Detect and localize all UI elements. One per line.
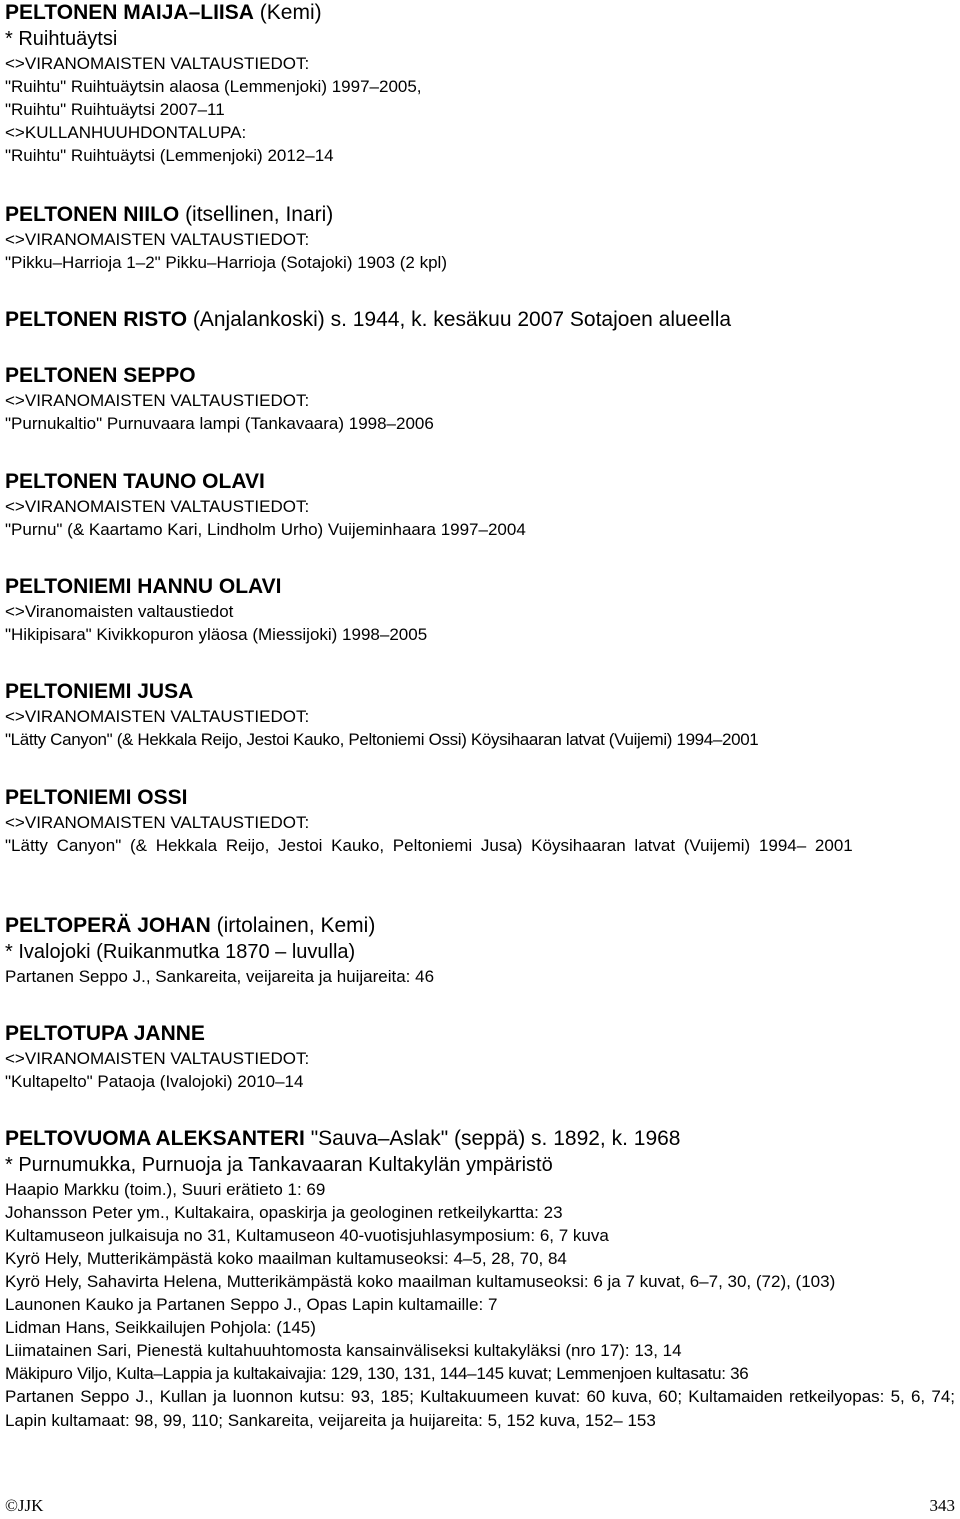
entry-name: PELTOPERÄ JOHAN	[5, 914, 211, 937]
reference-line: Lidman Hans, Seikkailujen Pohjola: (145)	[5, 1318, 316, 1337]
reference-line: Partanen Seppo J., Kullan ja luonnon kutsu: 93, 185; Kultakuumeen kuvat: 60 kuva, 60; Kultamaiden retkeilyopas: 5, 6, 74; Lapin kultamaat: 98, 99, 110; Sankareita, veijareita ja huijareita: 5, 152 kuva, 152– 153	[5, 1387, 955, 1430]
entry-name: PELTONEN RISTO	[5, 308, 188, 331]
entry-peltonen-niilo	[5, 202, 447, 274]
claim-line: "Purnukaltio" Purnuvaara lampi (Tankavaara) 1998–2006	[5, 414, 434, 433]
location-line: * Ruihtuäytsi	[5, 28, 118, 50]
entry-name: PELTOVUOMA ALEKSANTERI	[5, 1127, 305, 1150]
reference-line: Launonen Kauko ja Partanen Seppo J., Opas Lapin kultamaille: 7	[5, 1295, 498, 1314]
reference-line: Kyrö Hely, Mutterikämpästä koko maailman kultamuseoksi: 4–5, 28, 70, 84	[5, 1249, 567, 1268]
reference-line: Liimatainen Sari, Pienestä kultahuuhtomosta kansainväliseksi kultakyläksi (nro 17): 13, 14	[5, 1341, 682, 1360]
reference-line: Johansson Peter ym., Kultakaira, opaskirja ja geologinen retkeilykartta: 23	[5, 1203, 563, 1222]
entry-heading	[5, 679, 758, 705]
entry-peltonen-tauno-olavi	[5, 469, 526, 541]
entry-heading	[5, 363, 434, 389]
claim-line: "Pikku–Harrioja 1–2" Pikku–Harrioja (Sotajoki) 1903 (2 kpl)	[5, 253, 447, 272]
section-label: <>VIRANOMAISTEN VALTAUSTIEDOT:	[5, 707, 310, 726]
reference-line: Kultamuseon julkaisuja no 31, Kultamuseon 40-vuotisjuhlasymposium: 6, 7 kuva	[5, 1226, 609, 1245]
location-line: * Ivalojoki (Ruikanmutka 1870 – luvulla)	[5, 941, 356, 963]
reference-line: Kyrö Hely, Sahavirta Helena, Mutterikämpästä koko maailman kultamuseoksi: 6 ja 7 kuvat, 6–7, 30, (72), (103)	[5, 1272, 836, 1291]
entry-peltotupa-janne	[5, 1021, 309, 1093]
page-number: 343	[929, 1496, 955, 1515]
entry-peltonen-maija-liisa	[5, 0, 422, 167]
entry-name: PELTONIEMI OSSI	[5, 786, 188, 809]
reference-line: Partanen Seppo J., Sankareita, veijareita ja huijareita: 46	[5, 967, 435, 986]
entry-name: PELTONEN NIILO	[5, 203, 180, 226]
entry-name-suffix: (irtolainen, Kemi)	[210, 914, 376, 937]
entry-peltonen-risto	[5, 307, 731, 333]
claim-line: "Lätty Canyon" (& Hekkala Reijo, Jestoi Kauko, Peltoniemi Jusa) Köysihaaran latvat (Vuijemi) 1994– 2001	[5, 836, 853, 855]
claim-line: "Kultapelto" Pataoja (Ivalojoki) 2010–14	[5, 1072, 304, 1091]
entry-name: PELTONIEMI HANNU OLAVI	[5, 575, 282, 598]
section-label: <>VIRANOMAISTEN VALTAUSTIEDOT:	[5, 391, 310, 410]
page-footer	[5, 1496, 955, 1518]
entry-heading	[5, 202, 447, 228]
reference-line: Mäkipuro Viljo, Kulta–Lappia ja kultakaivajia: 129, 130, 131, 144–145 kuvat; Lemmenjoen kultasatu: 36	[5, 1364, 749, 1383]
entry-heading	[5, 1021, 309, 1047]
entry-peltonen-seppo	[5, 363, 434, 435]
section-label: <>VIRANOMAISTEN VALTAUSTIEDOT:	[5, 1049, 310, 1068]
claim-line: "Hikipisara" Kivikkopuron yläosa (Miessijoki) 1998–2005	[5, 625, 428, 644]
section-label: <>VIRANOMAISTEN VALTAUSTIEDOT:	[5, 813, 310, 832]
entry-peltoniemi-hannu-olavi	[5, 574, 427, 646]
claim-line: "Ruihtu" Ruihtuäytsi (Lemmenjoki) 2012–14	[5, 146, 334, 165]
entry-name-suffix: (Anjalankoski) s. 1944, k. kesäkuu 2007 Sotajoen alueella	[187, 308, 732, 331]
entry-name-suffix: (itsellinen, Inari)	[179, 203, 334, 226]
entry-name: PELTONEN SEPPO	[5, 364, 196, 387]
section-label: <>Viranomaisten valtaustiedot	[5, 602, 234, 621]
reference-line: Haapio Markku (toim.), Suuri erätieto 1: 69	[5, 1180, 326, 1199]
entry-name: PELTONEN TAUNO OLAVI	[5, 470, 265, 493]
claim-line: "Ruihtu" Ruihtuäytsi 2007–11	[5, 100, 225, 119]
entry-name: PELTONEN MAIJA–LIISA	[5, 1, 254, 24]
entry-peltoniemi-ossi	[5, 785, 955, 857]
claim-line: "Ruihtu" Ruihtuäytsin alaosa (Lemmenjoki) 1997–2005,	[5, 77, 422, 96]
entry-peltovuoma-aleksanteri	[5, 1126, 955, 1432]
entry-name-suffix: (Kemi)	[253, 1, 322, 24]
entry-heading	[5, 785, 955, 811]
claim-line: "Lätty Canyon" (& Hekkala Reijo, Jestoi Kauko, Peltoniemi Ossi) Köysihaaran latvat (Vuijemi) 1994–2001	[5, 730, 759, 749]
section-label: <>VIRANOMAISTEN VALTAUSTIEDOT:	[5, 497, 310, 516]
entry-heading	[5, 469, 526, 495]
entry-heading	[5, 0, 422, 26]
entry-name: PELTOTUPA JANNE	[5, 1022, 205, 1045]
copyright-text: ©JJK	[5, 1496, 44, 1515]
entry-heading	[5, 913, 434, 939]
entry-peltopera-johan	[5, 913, 434, 988]
section-label: <>VIRANOMAISTEN VALTAUSTIEDOT:	[5, 54, 310, 73]
section-label: <>VIRANOMAISTEN VALTAUSTIEDOT:	[5, 230, 310, 249]
entry-heading	[5, 1126, 955, 1152]
entry-heading	[5, 307, 731, 333]
location-line: * Purnumukka, Purnuoja ja Tankavaaran Kultakylän ympäristö	[5, 1154, 553, 1176]
claim-line: "Purnu" (& Kaartamo Kari, Lindholm Urho) Vuijeminhaara 1997–2004	[5, 520, 526, 539]
entry-heading	[5, 574, 427, 600]
entry-name-suffix: "Sauva–Aslak" (seppä) s. 1892, k. 1968	[304, 1127, 681, 1150]
section-label: <>KULLANHUUHDONTALUPA:	[5, 123, 247, 142]
entry-peltoniemi-jusa	[5, 679, 758, 751]
entry-name: PELTONIEMI JUSA	[5, 680, 194, 703]
